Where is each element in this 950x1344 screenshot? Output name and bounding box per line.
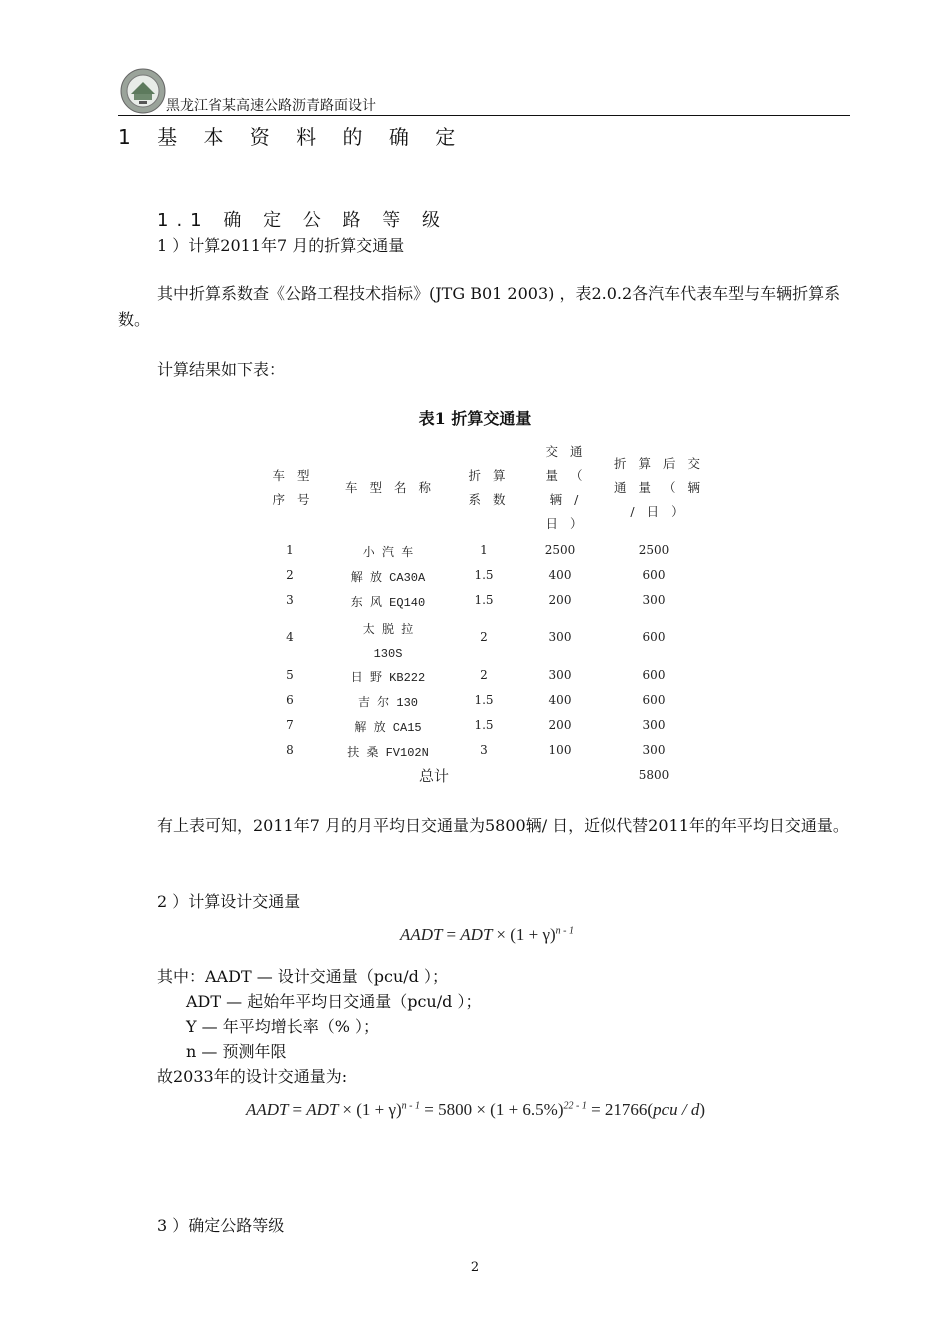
formula-exponent: n - 1	[555, 925, 574, 937]
table-header-cell: 交 通 量 （ 辆 / 日 ）	[545, 444, 587, 531]
step-1-heading: 1 ）计算2011年7 月的折算交通量	[157, 236, 405, 255]
table-cell: 8	[286, 743, 294, 757]
section-title: 1.1 确 定 公 路 等 级	[157, 210, 448, 231]
table-cell: 400	[548, 568, 572, 582]
table-cell: 日 野 KB222	[350, 671, 426, 685]
table-cell: 300	[642, 593, 666, 607]
table-cell: 300	[548, 630, 572, 644]
formula-term: ADT	[306, 1100, 339, 1119]
chapter-title: 1 基 本 资 料 的 确 定	[118, 125, 466, 149]
formula-result: 21766	[604, 1100, 648, 1119]
table-caption: 表1 折算交通量	[418, 409, 532, 428]
definition-line: ADT — 起始年平均日交通量（pcu/d ）；	[186, 992, 482, 1011]
table-cell: 200	[548, 593, 572, 607]
formula-term: ADT	[460, 925, 493, 944]
table-header-cell: 车 型 名 称	[345, 480, 435, 495]
table-cell: 200	[548, 718, 572, 732]
table-cell: 300	[548, 668, 572, 682]
table-cell: 1.5	[474, 718, 494, 732]
step-3-heading: 3 ）确定公路等级	[157, 1216, 285, 1235]
formula-aadt: AADT = ADT × $(1 + \gamma)^{n - 1}$	[400, 925, 574, 944]
table-cell: 扶 桑 FV102N	[347, 746, 429, 760]
table-cell: 吉 尔 130	[357, 696, 418, 710]
definition-line: Y — 年平均增长率（% ）；	[186, 1017, 380, 1036]
definition-line: n — 预测年限	[186, 1042, 287, 1061]
university-seal-icon	[120, 68, 166, 114]
table-cell: 解 放 CA30A	[350, 571, 426, 585]
table-cell: 600	[642, 693, 666, 707]
table-cell: 东 风 EQ140	[350, 596, 426, 610]
table-cell: 2500	[544, 543, 576, 557]
table-cell: 5	[286, 668, 294, 682]
table-cell: 600	[642, 668, 666, 682]
table-cell: 1.5	[474, 693, 494, 707]
table-cell: 400	[548, 693, 572, 707]
table-cell: 3	[286, 593, 294, 607]
paragraph-coefficient: 其中折算系数查《公路工程技术指标》(JTG B01 2003) ，表2.0.2各汽车代表车型与车辆折算系数。	[118, 284, 841, 329]
formula-term: (1 + γ)	[356, 1100, 402, 1119]
table-header-cell: 折 算 系 数	[468, 468, 510, 507]
table-cell: 2	[480, 630, 488, 644]
table-cell: 600	[642, 630, 666, 644]
formula-term: AADT	[246, 1100, 289, 1119]
table-cell: 解 放 CA15	[354, 721, 422, 735]
formula-term: AADT	[400, 925, 443, 944]
table-total-label: 总计	[418, 767, 449, 785]
table-cell: 4	[286, 630, 294, 644]
paragraph-aadt: 有上表可知，2011年7 月的月平均日交通量为5800辆/ 日，近似代替2011年的年平均日交通量。	[157, 816, 849, 835]
table-cell: 7	[286, 718, 294, 732]
table-cell: 300	[642, 743, 666, 757]
formula-exponent: 22 - 1	[563, 1100, 587, 1112]
paragraph-result-intro: 计算结果如下表：	[157, 360, 286, 379]
table-header-cell: 折 算 后 交 通 量 （ 辆 / 日 ）	[614, 456, 704, 519]
table-cell: 1.5	[474, 593, 494, 607]
table-total-value: 5800	[638, 768, 670, 782]
header-divider	[118, 115, 850, 116]
design-traffic-intro: 故2033年的设计交通量为:	[157, 1067, 348, 1086]
table-cell: 3	[480, 743, 488, 757]
table-cell: 100	[548, 743, 572, 757]
table-cell: 2500	[638, 543, 670, 557]
formula-term: (1 + 6.5%)	[490, 1100, 564, 1119]
table-cell: 2	[480, 668, 488, 682]
table-cell: 300	[642, 718, 666, 732]
formula-exponent: n - 1	[401, 1100, 420, 1112]
formula-unit: pcu / d	[653, 1100, 700, 1119]
table-cell: 2	[286, 568, 294, 582]
step-2-heading: 2 ）计算设计交通量	[157, 892, 301, 911]
definition-line: 其中：AADT — 设计交通量（pcu/d ）；	[157, 967, 449, 986]
table-cell: 1	[480, 543, 488, 557]
formula-design-traffic: AADT = ADT × $(1 + \gamma)^{n - 1} = 5800 \times (1 + 6.5\%)^{22 - 1} = 21766(pcu / d)$	[246, 1100, 706, 1119]
page-number: 2	[470, 1260, 480, 1275]
table-header-cell: 车 型 序 号	[272, 468, 314, 507]
table-cell: 600	[642, 568, 666, 582]
table-cell: 太 脱 拉 130S	[362, 623, 414, 661]
formula-term: (1 + γ)	[510, 925, 556, 944]
table-cell: 6	[286, 693, 294, 707]
table-cell: 1.5	[474, 568, 494, 582]
formula-term: 5800	[438, 1100, 473, 1119]
table-cell: 1	[286, 543, 294, 557]
header-title: 黑龙江省某高速公路沥青路面设计	[166, 98, 376, 114]
table-cell: 小 汽 车	[362, 546, 414, 560]
